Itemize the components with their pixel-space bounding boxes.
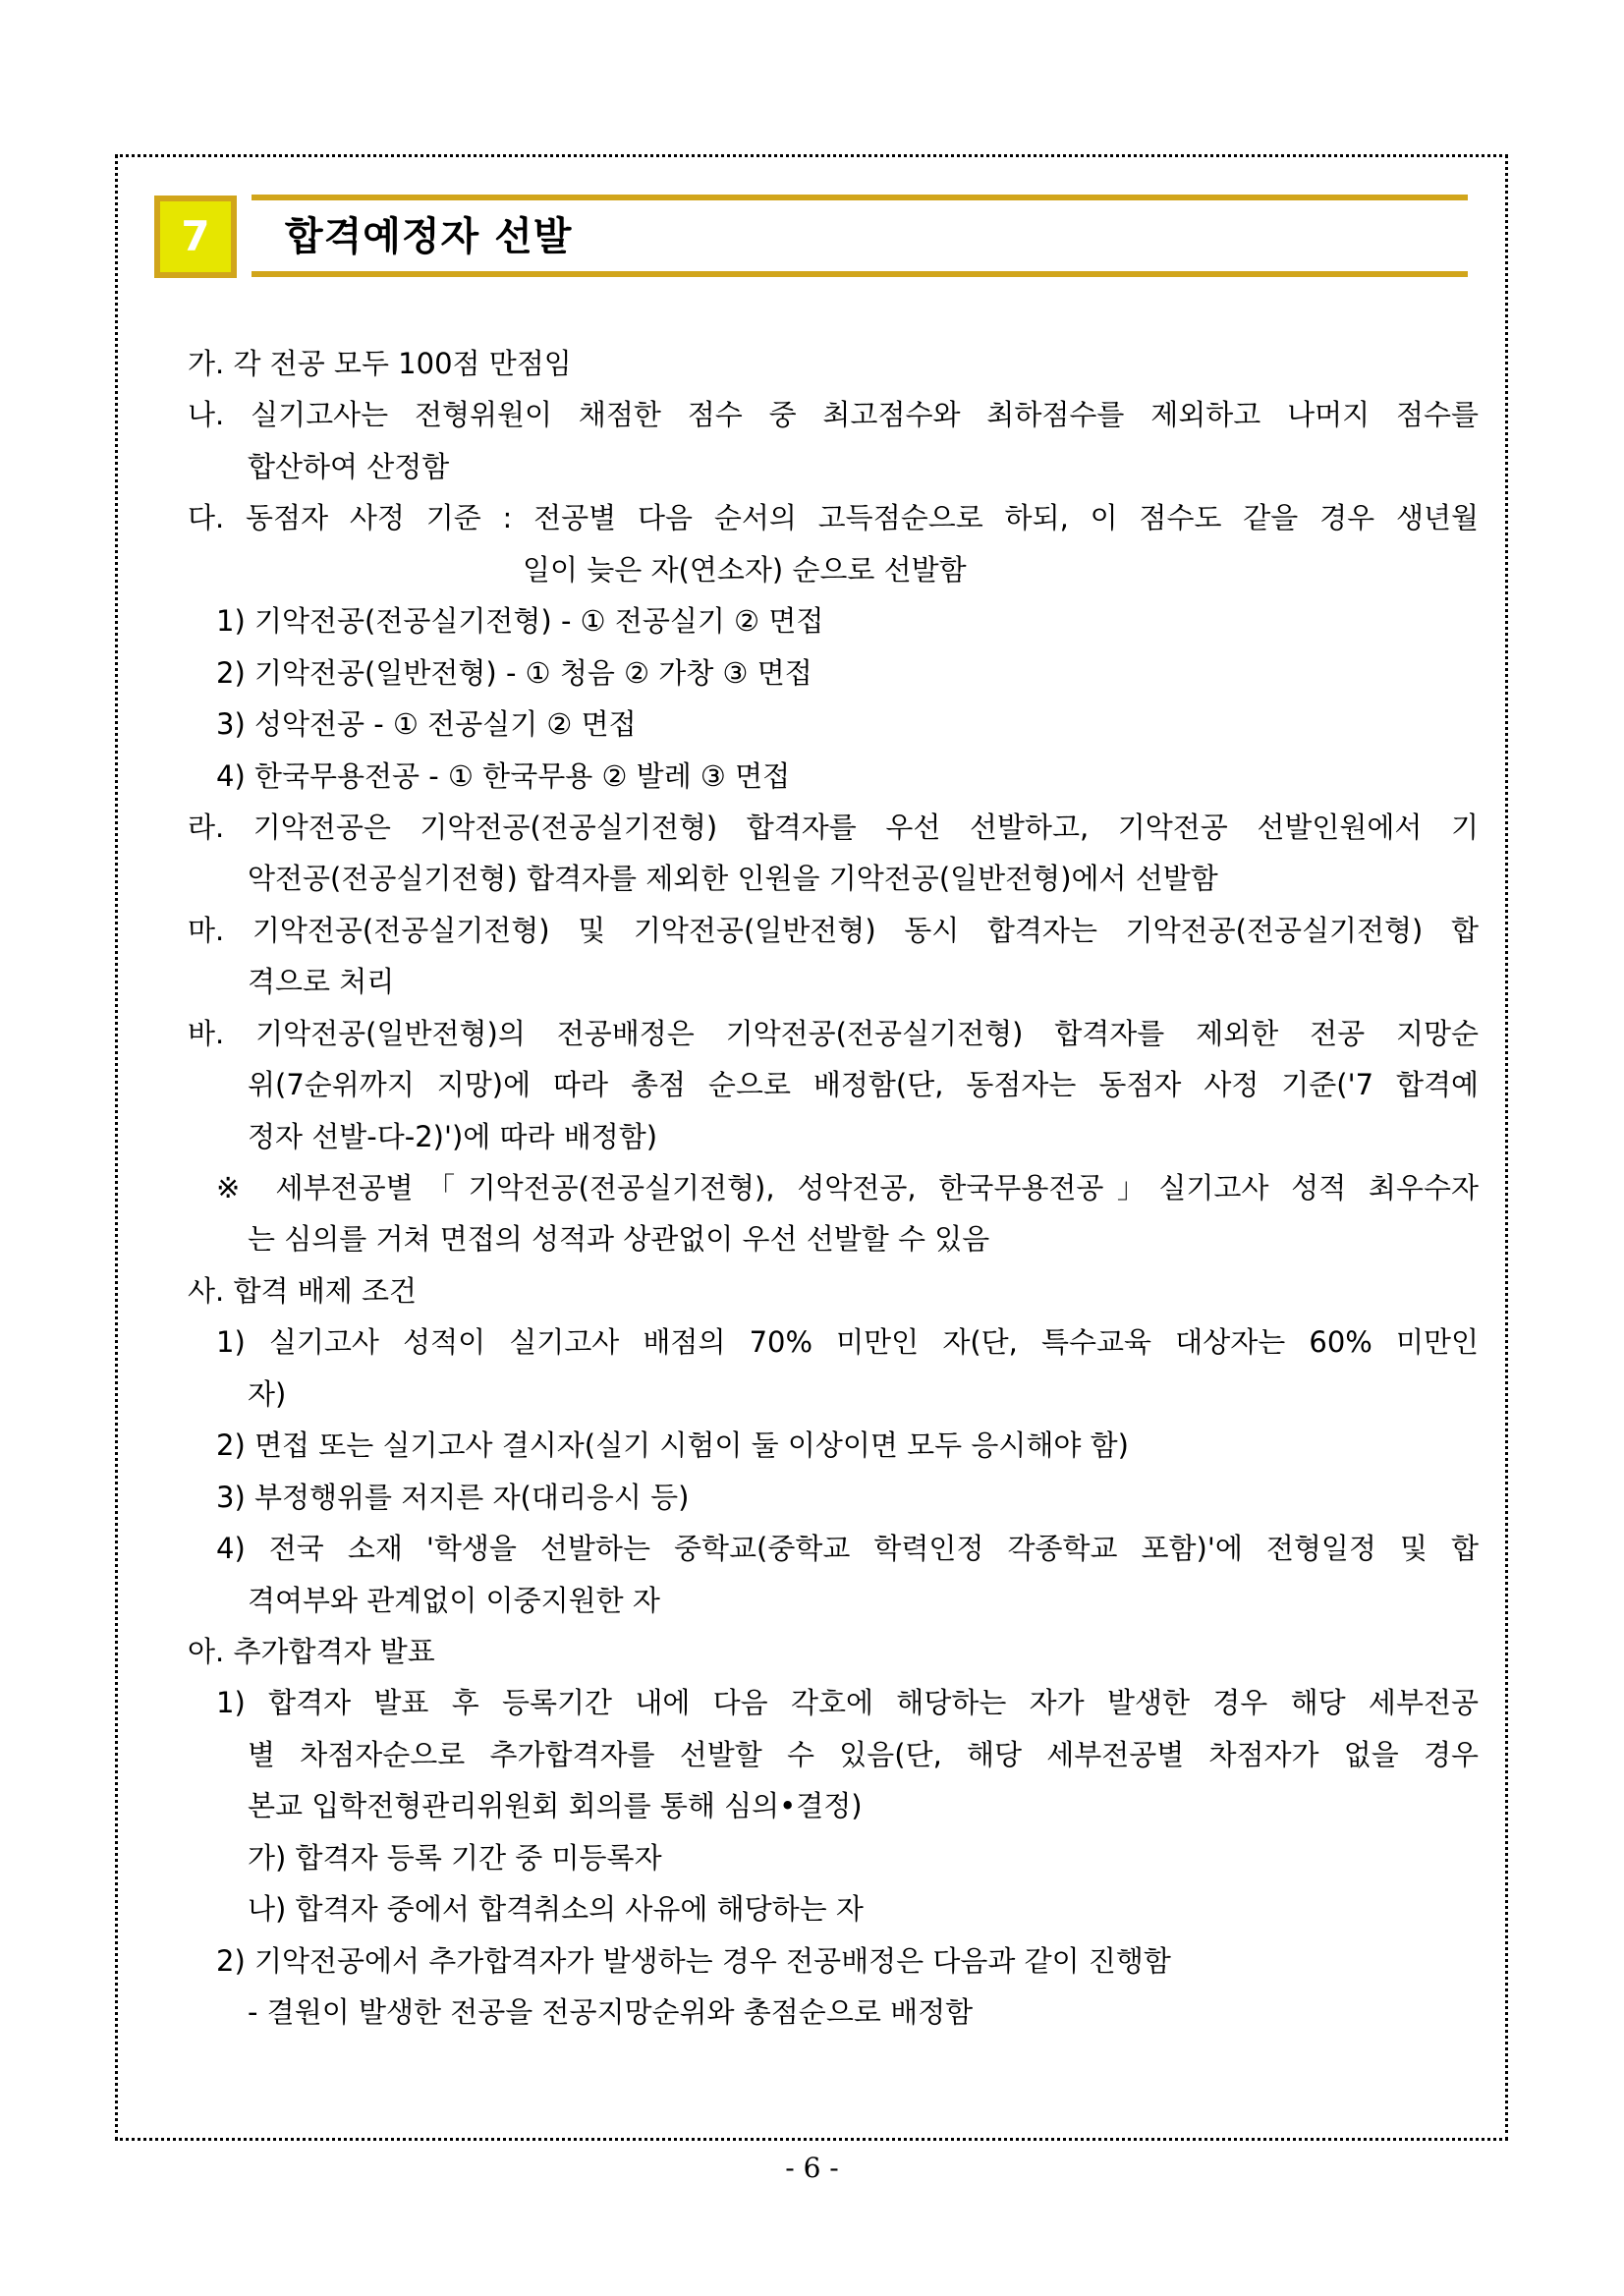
- note-line: ※ 세부전공별「기악전공(전공실기전형), 성악전공, 한국무용전공」실기고사 성적 최우수자: [216, 1171, 1479, 1205]
- body-line: 본교 입학전형관리위원회 회의를 통해 심의•결정): [248, 1789, 863, 1823]
- body-line: 별 차점자순으로 추가합격자를 선발할 수 있음(단, 해당 세부전공별 차점자가 없을 경우: [248, 1737, 1479, 1771]
- body-line: 1) 실기고사 성적이 실기고사 배점의 70% 미만인 자(단, 특수교육 대상자는 60% 미만인: [216, 1325, 1479, 1360]
- body-line: 라. 기악전공은 기악전공(전공실기전형) 합격자를 우선 선발하고, 기악전공 선발인원에서 기: [188, 810, 1479, 844]
- body-line: 나) 합격자 중에서 합격취소의 사유에 해당하는 자: [248, 1892, 864, 1927]
- note-line: 는 심의를 거쳐 면접의 성적과 상관없이 우선 선발할 수 있음: [248, 1222, 990, 1257]
- section-title: 합격예정자 선발: [285, 214, 573, 259]
- body-line: 정자 선발-다-2)')에 따라 배정함): [248, 1119, 658, 1153]
- body-line: 2) 면접 또는 실기고사 결시자(실기 시험이 둘 이상이면 모두 응시해야 함): [216, 1428, 1129, 1463]
- body-line: 2) 기악전공에서 추가합격자가 발생하는 경우 전공배정은 다음과 같이 진행함: [216, 1943, 1171, 1978]
- body-line: 악전공(전공실기전형) 합격자를 제외한 인원을 기악전공(일반전형)에서 선발함: [248, 862, 1218, 896]
- body-line: 1) 기악전공(전공실기전형) - ① 전공실기 ② 면접: [216, 604, 824, 639]
- body-line: 4) 전국 소재 '학생을 선발하는 중학교(중학교 학력인정 각종학교 포함)'에 전형일정 및 합: [216, 1532, 1479, 1566]
- body-line: 3) 부정행위를 저지른 자(대리응시 등): [216, 1480, 690, 1514]
- section-number-badge: 7: [154, 196, 237, 278]
- body-line: 일이 늦은 자(연소자) 순으로 선발함: [523, 552, 967, 587]
- title-rule-bottom: [252, 271, 1468, 277]
- body-line: - 결원이 발생한 전공을 전공지망순위와 총점순으로 배정함: [248, 1995, 974, 2030]
- body-line: 격여부와 관계없이 이중지원한 자: [248, 1583, 660, 1617]
- body-line: 마. 기악전공(전공실기전형) 및 기악전공(일반전형) 동시 합격자는 기악전공(전공실기전형) 합: [188, 913, 1479, 947]
- body-line: 3) 성악전공 - ① 전공실기 ② 면접: [216, 707, 637, 742]
- body-line: 위(7순위까지 지망)에 따라 총점 순으로 배정함(단, 동점자는 동점자 사정 기준('7 합격예: [248, 1068, 1479, 1102]
- body-line: 다. 동점자 사정 기준 : 전공별 다음 순서의 고득점순으로 하되, 이 점수도 같을 경우 생년월: [188, 501, 1479, 535]
- body-line: 가) 합격자 등록 기간 중 미등록자: [248, 1840, 662, 1875]
- body-line: 4) 한국무용전공 - ① 한국무용 ② 발레 ③ 면접: [216, 758, 791, 793]
- title-rule-top: [252, 195, 1468, 200]
- body-line: 가. 각 전공 모두 100점 만점임: [188, 347, 572, 380]
- page-number: - 6 -: [785, 2152, 839, 2184]
- body-line: 격으로 처리: [248, 965, 395, 999]
- body-line: 나. 실기고사는 전형위원이 채점한 점수 중 최고점수와 최하점수를 제외하고 나머지 점수를: [188, 398, 1479, 432]
- body-line: 자): [248, 1376, 287, 1411]
- body-line: 1) 합격자 발표 후 등록기간 내에 다음 각호에 해당하는 자가 발생한 경우 해당 세부전공: [216, 1686, 1479, 1720]
- body-line: 사. 합격 배제 조건: [188, 1273, 417, 1308]
- body-line: 합산하여 산정함: [248, 449, 450, 483]
- body-line: 2) 기악전공(일반전형) - ① 청음 ② 가창 ③ 면접: [216, 655, 812, 690]
- body-line: 바. 기악전공(일반전형)의 전공배정은 기악전공(전공실기전형) 합격자를 제외한 전공 지망순: [188, 1016, 1479, 1050]
- body-line: 아. 추가합격자 발표: [188, 1635, 435, 1668]
